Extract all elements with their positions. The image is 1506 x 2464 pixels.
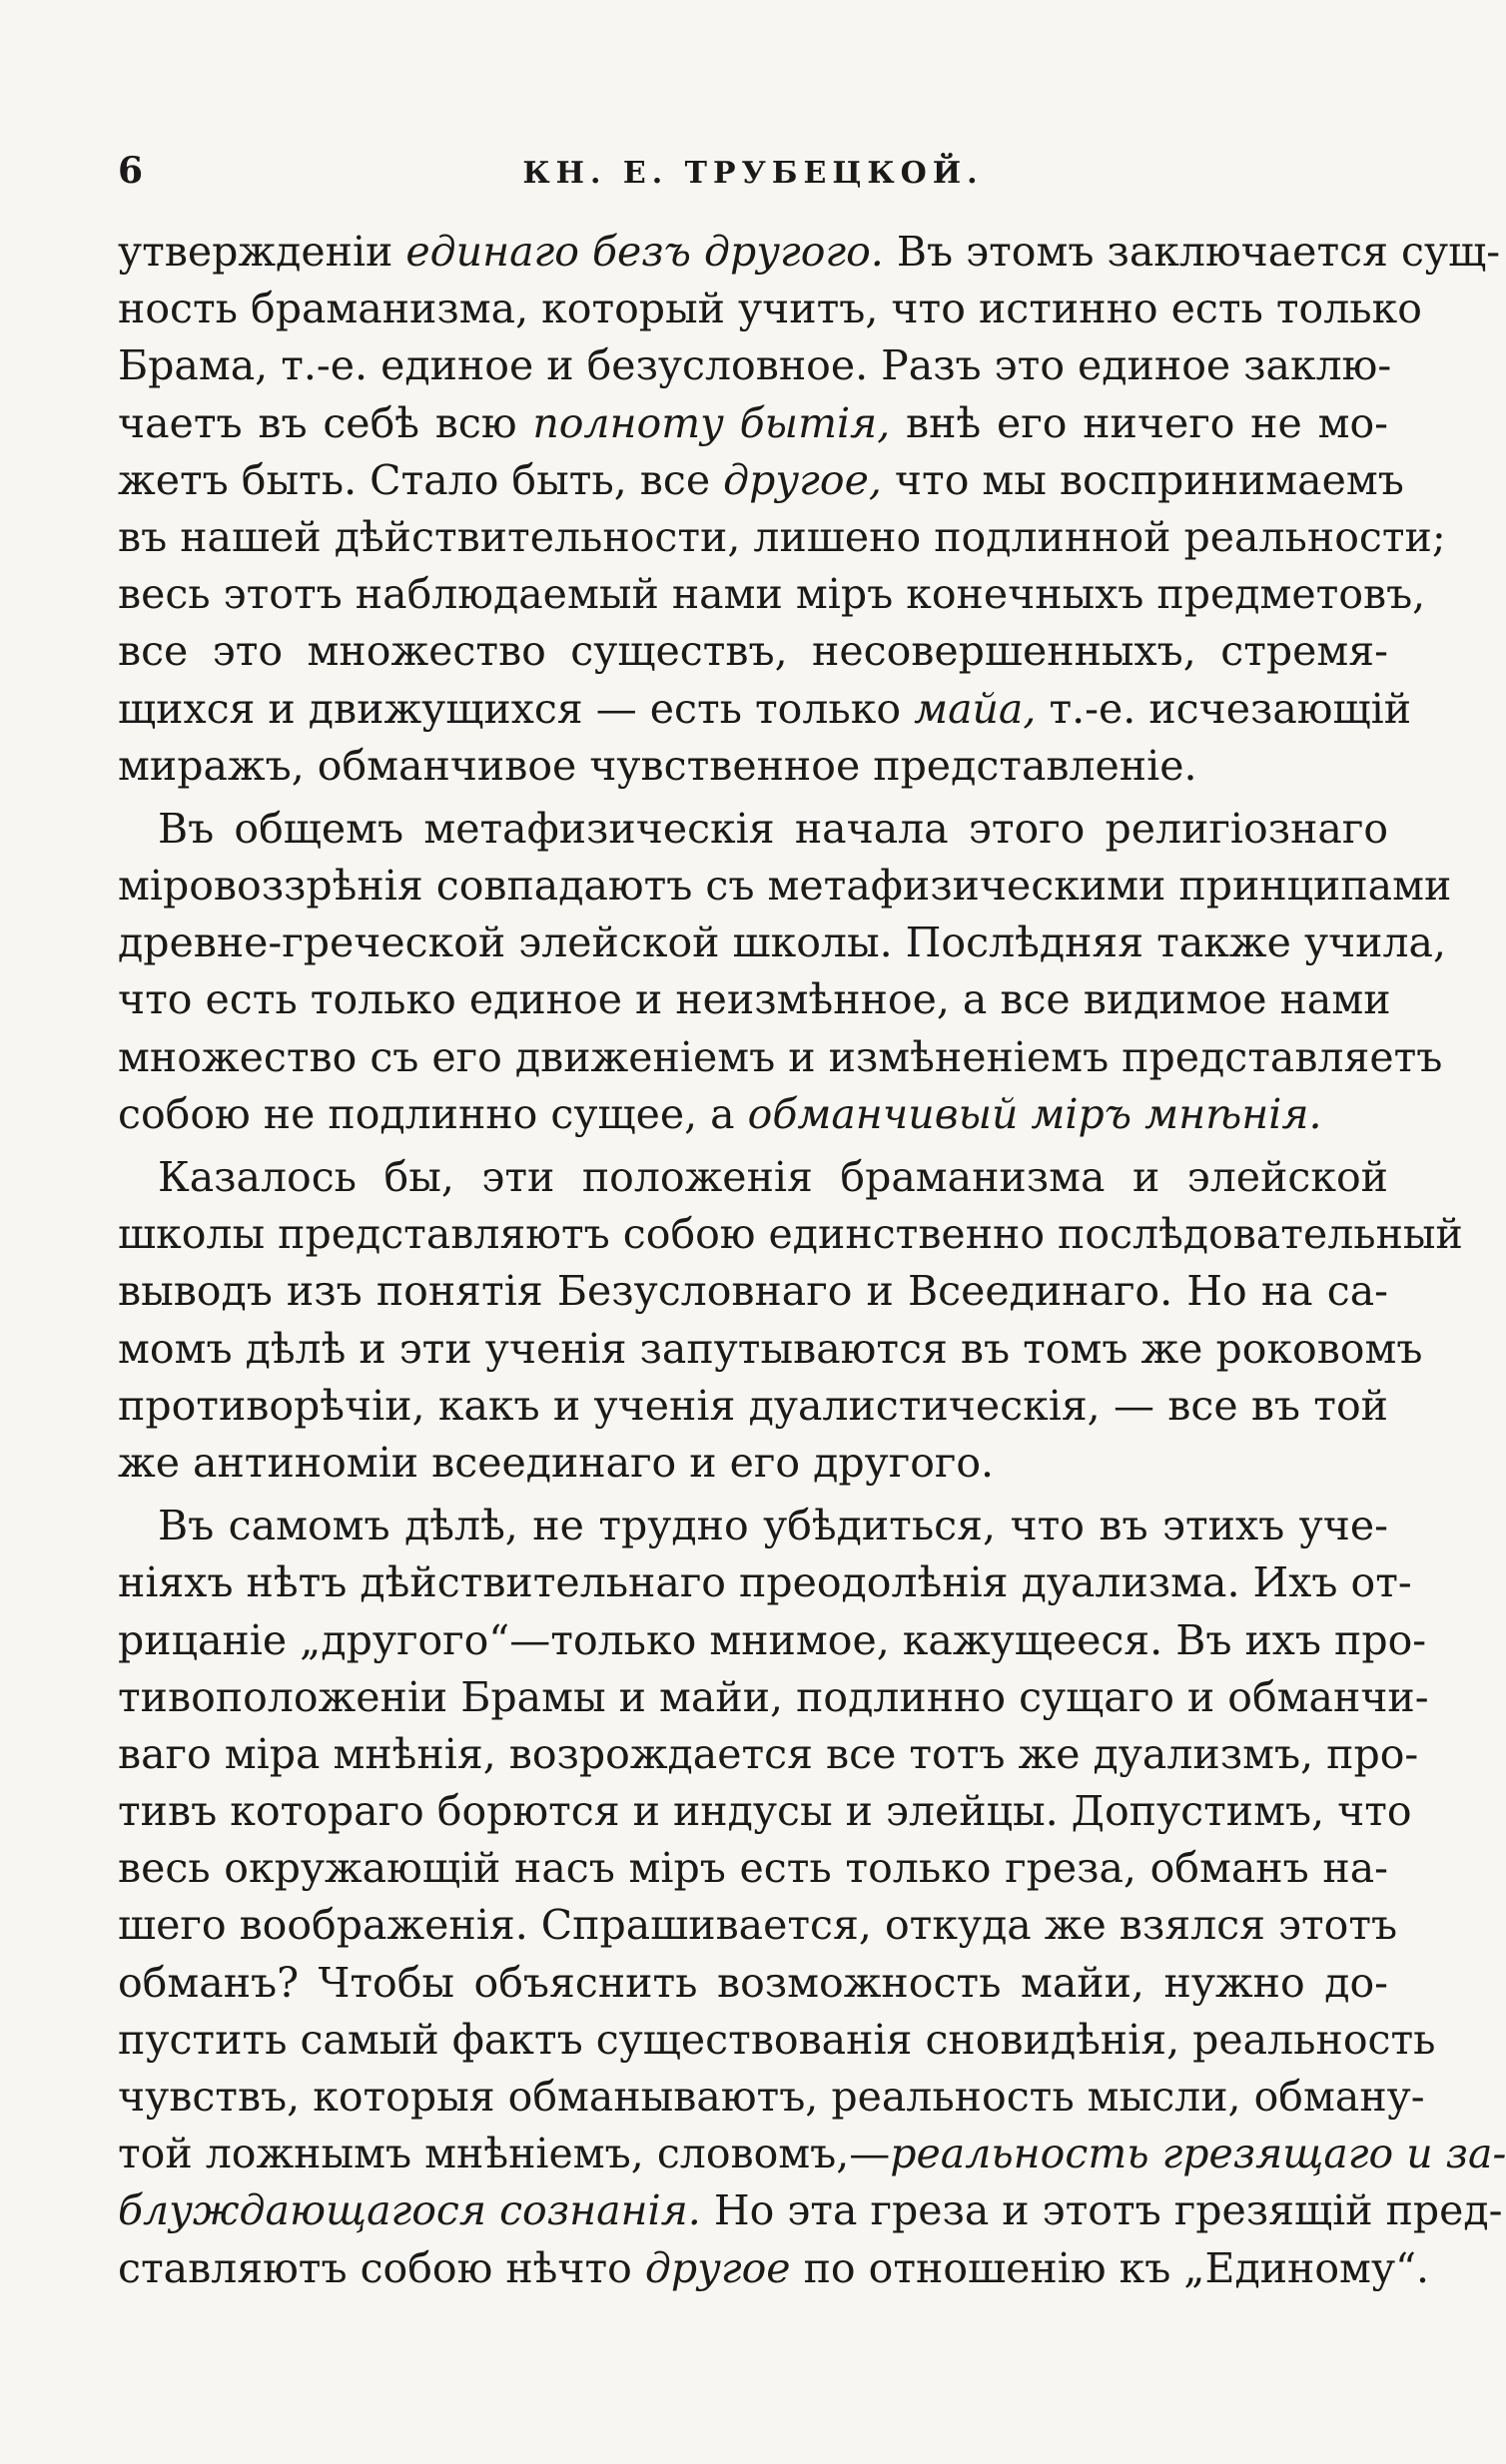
paragraph: [118, 1498, 1506, 2297]
text-segment: весь этотъ наблюдаемый нами міръ конечныхъ предметовъ,: [118, 570, 1426, 619]
text-line: [118, 1840, 1388, 1897]
text-segment: множество съ его движеніемъ и измѣненіемъ представляетъ: [118, 1032, 1443, 1081]
text-segment: школы представляютъ собою единственно послѣдовательный: [118, 1210, 1463, 1259]
text-segment: ваго міра мнѣнія, возрождается все тотъ же дуализмъ, про-: [118, 1729, 1419, 1778]
text-line: [118, 971, 1391, 1028]
italic-segment: майа,: [914, 684, 1037, 733]
text-segment: что мы воспринимаемъ: [881, 455, 1404, 504]
text-segment: щихся и движущихся — есть только: [118, 684, 915, 733]
text-segment: Но эта греза и этотъ грезящій пред-: [700, 2186, 1503, 2235]
text-line: [118, 1029, 1443, 1086]
text-segment: пустить самый фактъ существованія сновидѣнія, реальность: [118, 2015, 1436, 2064]
text-segment: момъ дѣлѣ и эти ученія запутываются въ томъ же роковомъ: [118, 1324, 1423, 1373]
text-line: [118, 2012, 1436, 2069]
italic-segment: полноту бытія,: [532, 398, 891, 447]
text-line: [118, 623, 1388, 680]
text-segment: внѣ его ничего не мо-: [890, 398, 1388, 447]
text-segment: Казалось бы, эти положенія браманизма и элейской: [158, 1153, 1388, 1201]
text-segment: обманъ? Чтобы объяснить возможность майи, нужно до-: [118, 1958, 1388, 2007]
text-segment: Брама, т.-е. единое и безусловное. Разъ это единое заклю-: [118, 341, 1392, 390]
text-segment: рицаніе „другого“—только мнимое, кажущееся. Въ ихъ про-: [118, 1615, 1427, 1664]
text-line: [118, 566, 1426, 623]
paragraph: [118, 801, 1452, 1143]
text-line: [118, 1378, 1388, 1435]
text-line: [118, 395, 1388, 452]
text-segment: міровоззрѣнія совпадаютъ съ метафизическими принципами: [118, 862, 1452, 911]
text-line: [118, 1726, 1419, 1783]
text-segment: ставляютъ собою нѣчто: [118, 2243, 645, 2292]
text-line: [118, 281, 1422, 337]
text-line: [118, 1498, 1388, 1554]
text-segment: ность браманизма, который учитъ, что истинно есть только: [118, 285, 1422, 333]
body-text: [118, 224, 1506, 2297]
text-segment: Въ самомъ дѣлѣ, не трудно убѣдиться, что въ этихъ уче-: [158, 1502, 1388, 1550]
text-segment: ніяхъ нѣтъ дѣйствительнаго преодолѣнія дуализма. Ихъ от-: [118, 1558, 1412, 1607]
italic-segment: реальность грезящаго и за-: [890, 2130, 1506, 2178]
text-segment: все это множество существъ, несовершенныхъ, стремя-: [118, 627, 1388, 676]
text-line: [118, 1955, 1388, 2012]
text-line: [118, 1783, 1412, 1840]
text-line: [118, 224, 1501, 281]
text-line: [118, 738, 1388, 795]
italic-segment: другое,: [723, 455, 882, 504]
book-page: [118, 150, 1506, 2297]
text-segment: чаетъ въ себѣ всю: [118, 398, 533, 447]
text-segment: жетъ быть. Стало быть, все: [118, 455, 724, 504]
text-segment: Въ этомъ заключается сущ-: [883, 228, 1501, 276]
text-line: [118, 1149, 1388, 1206]
text-segment: тивоположеніи Брамы и майи, подлинно сущаго и обманчи-: [118, 1672, 1429, 1721]
text-line: [118, 1612, 1427, 1669]
text-segment: въ нашей дѣйствительности, лишено подлинной реальности;: [118, 512, 1446, 561]
text-segment: Въ общемъ метафизическія начала этого религіознаго: [158, 804, 1388, 853]
text-segment: древне-греческой элейской школы. Послѣдняя также учила,: [118, 919, 1447, 967]
text-segment: шего воображенія. Спрашивается, откуда же взялся этотъ: [118, 1901, 1398, 1950]
text-segment: выводъ изъ понятія Безусловнаго и Всеединаго. Но на са-: [118, 1267, 1388, 1316]
text-line: [118, 1554, 1412, 1611]
page-header: [118, 150, 1388, 220]
paragraph: [118, 1149, 1463, 1492]
text-line: [118, 2126, 1506, 2182]
text-line: [118, 801, 1388, 858]
text-segment: миражъ, обманчивое чувственное представленіе.: [118, 741, 1197, 790]
text-line: [118, 2240, 1430, 2297]
text-line: [118, 681, 1412, 738]
text-line: [118, 452, 1404, 509]
text-line: [118, 1897, 1398, 1954]
text-line: [118, 1321, 1423, 1378]
text-line: [118, 1435, 1388, 1492]
text-line: [118, 1263, 1388, 1320]
text-segment: по отношенію къ „Единому“.: [790, 2243, 1430, 2292]
text-segment: той ложнымъ мнѣніемъ, словомъ,—: [118, 2130, 891, 2178]
text-segment: же антиноміи всеединаго и его другого.: [118, 1438, 995, 1487]
page-number: 6: [118, 150, 144, 192]
text-line: [118, 337, 1392, 394]
paragraph: [118, 224, 1501, 795]
text-line: [118, 858, 1452, 915]
text-segment: собою не подлинно сущее, а: [118, 1089, 748, 1138]
text-segment: утвержденіи: [118, 228, 406, 276]
text-segment: чувствъ, которыя обманываютъ, реальность мысли, обману-: [118, 2073, 1425, 2121]
italic-segment: блуждающагося сознанія.: [118, 2186, 701, 2235]
text-line: [118, 1669, 1429, 1726]
text-line: [118, 2182, 1503, 2239]
text-line: [118, 509, 1446, 566]
text-line: [118, 1206, 1463, 1263]
text-line: [118, 1086, 1388, 1143]
text-line: [118, 2069, 1425, 2126]
running-title: КН. Е. ТРУБЕЦКОЙ.: [522, 156, 984, 191]
italic-segment: другое: [644, 2243, 791, 2292]
text-segment: тивъ котораго борются и индусы и элейцы. Допустимъ, что: [118, 1787, 1412, 1836]
text-segment: что есть только единое и неизмѣнное, а все видимое нами: [118, 975, 1391, 1024]
italic-segment: обманчивый міръ мнѣнія.: [747, 1089, 1322, 1138]
text-segment: противорѣчіи, какъ и ученія дуалистическія, — все въ той: [118, 1381, 1388, 1430]
text-segment: т.-е. исчезающій: [1036, 684, 1412, 733]
text-line: [118, 915, 1447, 971]
italic-segment: единаго безъ другого.: [405, 228, 884, 276]
text-segment: весь окружающій насъ міръ есть только греза, обманъ на-: [118, 1844, 1388, 1893]
